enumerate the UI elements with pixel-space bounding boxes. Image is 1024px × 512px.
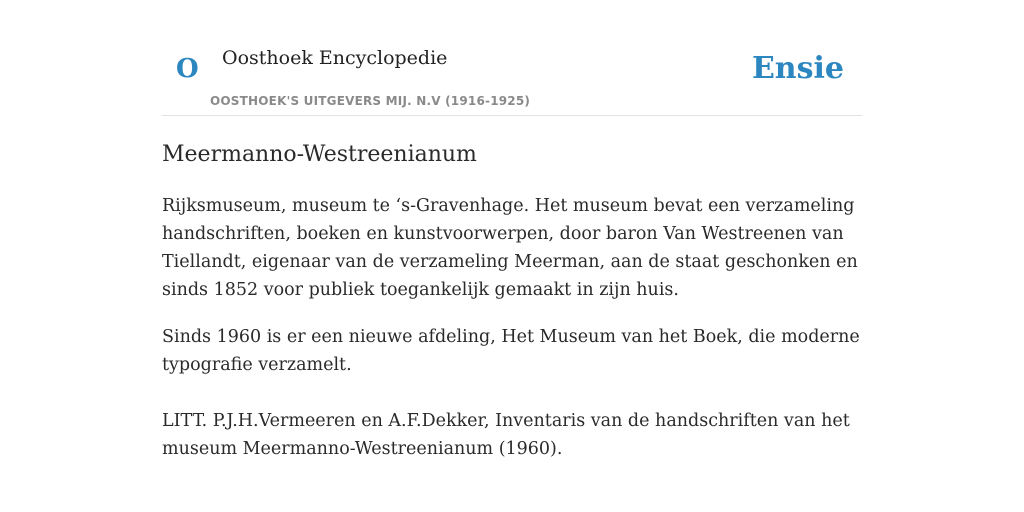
- article-paragraph: Rijksmuseum, museum te ‘s-Gravenhage. Het museum bevat een verzameling handschriften, boeken en kunstvoorwerpen, door baron Van Westreenen van Tiellandt, eigenaar van de verzameling Meerman, aan de staat geschonken en sinds 1852 voor publiek toegankelijk gemaakt in zijn huis.: [162, 196, 858, 300]
- publisher-subtitle: OOSTHOEK'S UITGEVERS MIJ. N.V (1916-1925): [210, 94, 531, 108]
- header: [162, 0, 862, 116]
- article-paragraph: Sinds 1960 is er een nieuwe afdeling, Het Museum van het Boek, die moderne typografie verzamelt.: [162, 327, 860, 375]
- publication-title[interactable]: Oosthoek Encyclopedie: [222, 47, 448, 69]
- page-container: [162, 0, 862, 459]
- brand-logo[interactable]: Ensie: [751, 51, 844, 86]
- logo-icon[interactable]: O: [176, 54, 199, 84]
- article-title: Meermanno-Westreenianum: [162, 142, 477, 167]
- literature-reference: LITT. P.J.H.Vermeeren en A.F.Dekker, Inventaris van de handschriften van het museum Meermanno-Westreenianum (1960).: [162, 411, 850, 459]
